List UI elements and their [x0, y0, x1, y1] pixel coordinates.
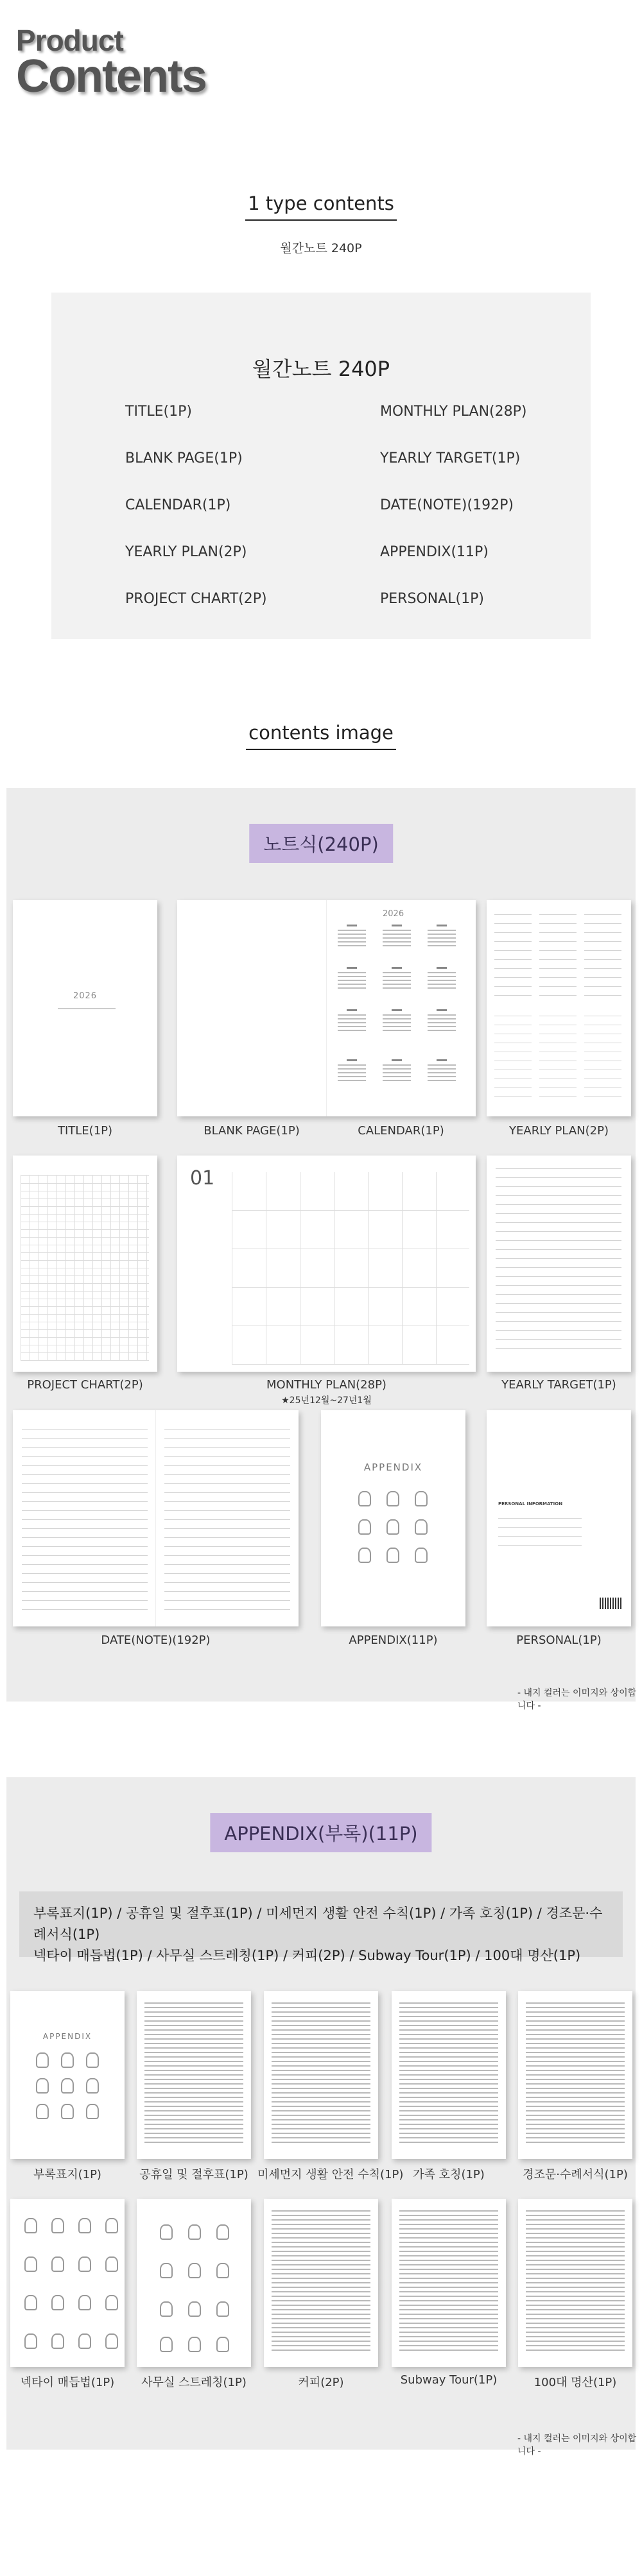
toc-item: BLANK PAGE(1P) [125, 450, 243, 466]
appendix-caption: 커피(2P) [298, 2376, 344, 2389]
title-page-thumb [13, 900, 157, 1116]
stretching-thumb [137, 2199, 251, 2367]
fine-dust-thumb [264, 1991, 378, 2159]
subway-thumb [392, 2199, 506, 2367]
heading-line2: Contents [16, 51, 206, 102]
appendix-caption: 가족 호칭(1P) [413, 2168, 485, 2181]
appendix-caption: 넥타이 매듭법(1P) [20, 2376, 115, 2389]
appendix-caption: 사무실 스트레칭(1P) [141, 2376, 247, 2389]
toc-item: TITLE(1P) [125, 404, 192, 420]
toc-box [51, 293, 591, 639]
monthly-number: 01 [190, 1167, 215, 1190]
appendix-thumb [321, 1410, 465, 1626]
calendar-spread-thumb [177, 900, 476, 1116]
condolence-thumb [518, 1991, 632, 2159]
holidays-thumb [137, 1991, 251, 2159]
caption-date: DATE(NOTE)(192P) [101, 1633, 211, 1647]
contents-image-title: contents image [0, 722, 642, 750]
appendix-footnote: - 내지 컬러는 이미지와 상이합니다 - [517, 2434, 637, 2457]
family-titles-thumb [392, 1991, 506, 2159]
caption-monthly-sub: ★25년12월~27년1월 [281, 1395, 372, 1406]
appendix-list-line2: 넥타이 매듭법(1P) / 사무실 스트레칭(1P) / 커피(2P) / Subway Tour(1P) / 100대 명산(1P) [33, 1948, 581, 1963]
toc-item: DATE(NOTE)(192P) [380, 497, 514, 513]
caption-blank: BLANK PAGE(1P) [204, 1124, 300, 1138]
toc-item: MONTHLY PLAN(28P) [380, 404, 527, 420]
title-page-year: 2026 [73, 991, 98, 1001]
yearly-plan-thumb [487, 900, 631, 1116]
toc-title: 월간노트 240P [252, 357, 390, 381]
toc-item: PERSONAL(1P) [380, 591, 484, 607]
caption-monthly: MONTHLY PLAN(28P) [266, 1378, 386, 1392]
date-note-thumb [13, 1410, 299, 1626]
type-contents-title: 1 type contents [0, 192, 642, 221]
appendix-caption: 공휴일 및 절후표(1P) [139, 2168, 248, 2181]
toc-item: CALENDAR(1P) [125, 497, 231, 513]
caption-title: TITLE(1P) [57, 1124, 113, 1138]
project-chart-thumb [13, 1156, 157, 1372]
necktie-thumb [10, 2199, 125, 2367]
toc-item: PROJECT CHART(2P) [125, 591, 267, 607]
appendix-word: APPENDIX [363, 1462, 423, 1473]
appendix-list-line1: 부록표지(1P) / 공휴일 및 절후표(1P) / 미세먼지 생활 안전 수칙(1P) / 가족 호칭(1P) / 경조문·수례서식(1P) [33, 1906, 603, 1942]
calendar-year: 2026 [383, 909, 404, 919]
appendix-caption: 100대 명산(1P) [534, 2376, 617, 2389]
toc-item: YEARLY TARGET(1P) [380, 450, 521, 466]
appendix-list-bar [19, 1891, 623, 1963]
caption-project: PROJECT CHART(2P) [27, 1378, 143, 1392]
caption-yearly-plan: YEARLY PLAN(2P) [509, 1124, 609, 1138]
appendix-pill: APPENDIX(부록)(11P) [210, 1813, 431, 1852]
yearly-target-thumb [487, 1156, 631, 1372]
appendix-caption: Subway Tour(1P) [400, 2373, 498, 2387]
caption-yearly-target: YEARLY TARGET(1P) [501, 1378, 616, 1392]
caption-appendix: APPENDIX(11P) [349, 1633, 438, 1647]
note-footnote: - 내지 컬러는 이미지와 상이합니다 - [517, 1688, 637, 1711]
appendix-caption: 경조문·수례서식(1P) [523, 2168, 628, 2181]
caption-personal: PERSONAL(1P) [516, 1633, 602, 1647]
note-pill: 노트식(240P) [249, 824, 393, 863]
personal-info-label: PERSONAL INFORMATION [498, 1501, 563, 1506]
coffee-thumb [264, 2199, 378, 2367]
appendix-caption: 미세먼지 생활 안전 수칙(1P) [257, 2168, 404, 2181]
personal-thumb [487, 1410, 631, 1626]
caption-calendar: CALENDAR(1P) [358, 1124, 444, 1138]
mountains-thumb [518, 2199, 632, 2367]
product-contents-heading [16, 24, 206, 102]
type-contents-subtitle: 월간노트 240P [280, 241, 362, 255]
monthly-plan-thumb [177, 1156, 476, 1372]
heading-line1: Product [16, 24, 123, 57]
appendix-caption: 부록표지(1P) [33, 2168, 101, 2181]
appendix-cover-thumb: APPENDIX [10, 1991, 125, 2159]
toc-item: YEARLY PLAN(2P) [125, 544, 247, 560]
toc-item: APPENDIX(11P) [380, 544, 489, 560]
